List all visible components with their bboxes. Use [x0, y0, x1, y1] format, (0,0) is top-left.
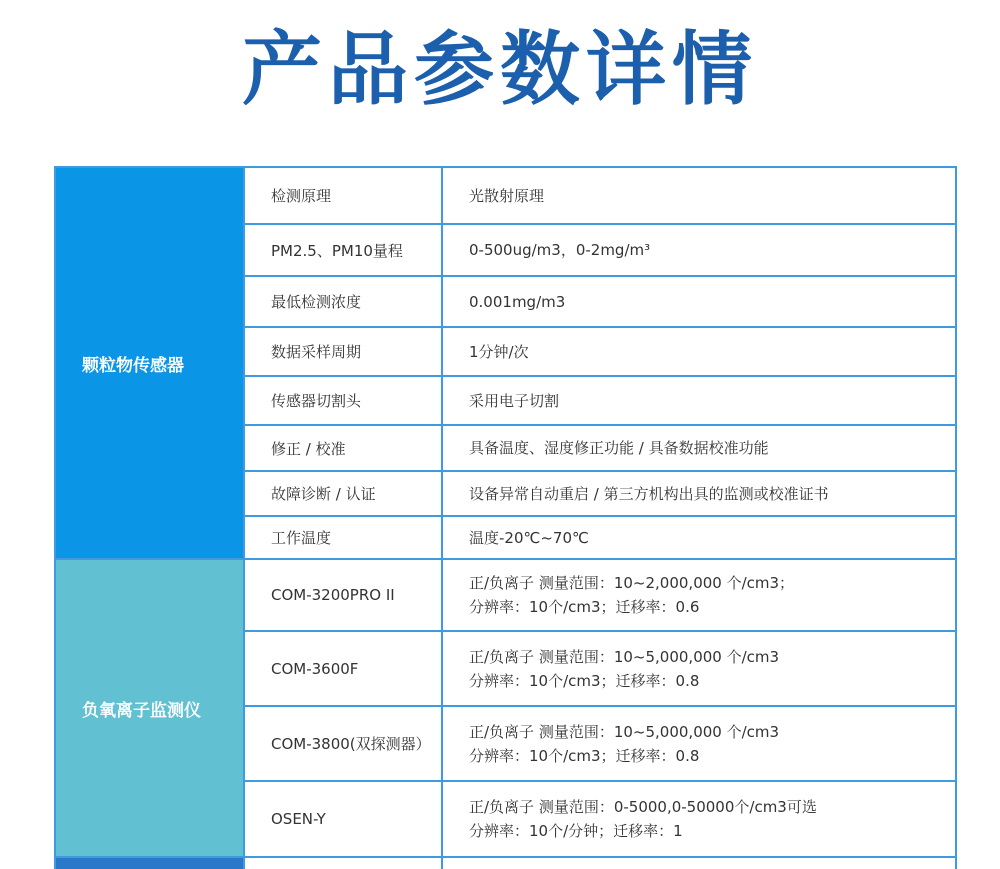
category-ion-monitor: 负氧离子监测仪: [55, 559, 244, 857]
param-value: 正/负离子 测量范围：0-5000,0-50000个/cm3可选 分辨率：10个/分钟；迁移率：1: [442, 781, 956, 857]
param-value: 温度-20℃~70℃: [442, 516, 956, 559]
param-label: 传感器切割头: [244, 376, 442, 425]
param-label: COM-3800(双探测器）: [244, 706, 442, 781]
param-label: COM-3200PRO II: [244, 559, 442, 631]
param-label: PM2.5、PM10量程: [244, 224, 442, 276]
spec-table: [54, 166, 957, 869]
page-title: 产品参数详情: [242, 23, 758, 116]
table-row: [55, 559, 956, 631]
param-label: 数据采样周期: [244, 327, 442, 376]
param-label: 工作温度: [244, 516, 442, 559]
param-label: OSEN-Y: [244, 781, 442, 857]
param-value: 具备温度、湿度修正功能 / 具备数据校准功能: [442, 425, 956, 471]
param-label: 最低检测浓度: [244, 276, 442, 327]
category-particle-sensor: 颗粒物传感器: [55, 167, 244, 559]
param-value: 光散射原理: [442, 167, 956, 224]
param-label: 检测原理: [244, 167, 442, 224]
param-value: 设备异常自动重启 / 第三方机构出具的监测或校准证书: [442, 471, 956, 516]
param-value: 正/负离子 测量范围：10~2,000,000 个/cm3； 分辨率：10个/cm3；迁移率：0.6: [442, 559, 956, 631]
param-label: COM-3600F: [244, 631, 442, 706]
param-label: 故障诊断 / 认证: [244, 471, 442, 516]
param-label: 修正 / 校准: [244, 425, 442, 471]
param-value: 正/负离子 测量范围：10~5,000,000 个/cm3 分辨率：10个/cm3；迁移率：0.8: [442, 631, 956, 706]
param-value: 采用电子切割: [442, 376, 956, 425]
param-value: 1分钟/次: [442, 327, 956, 376]
param-value: 0.001mg/m3: [442, 276, 956, 327]
table-row: [55, 167, 956, 224]
param-value: 正/负离子 测量范围：10~5,000,000 个/cm3 分辨率：10个/cm3；迁移率：0.8: [442, 706, 956, 781]
param-value: 0-500ug/m3，0-2mg/m³: [442, 224, 956, 276]
